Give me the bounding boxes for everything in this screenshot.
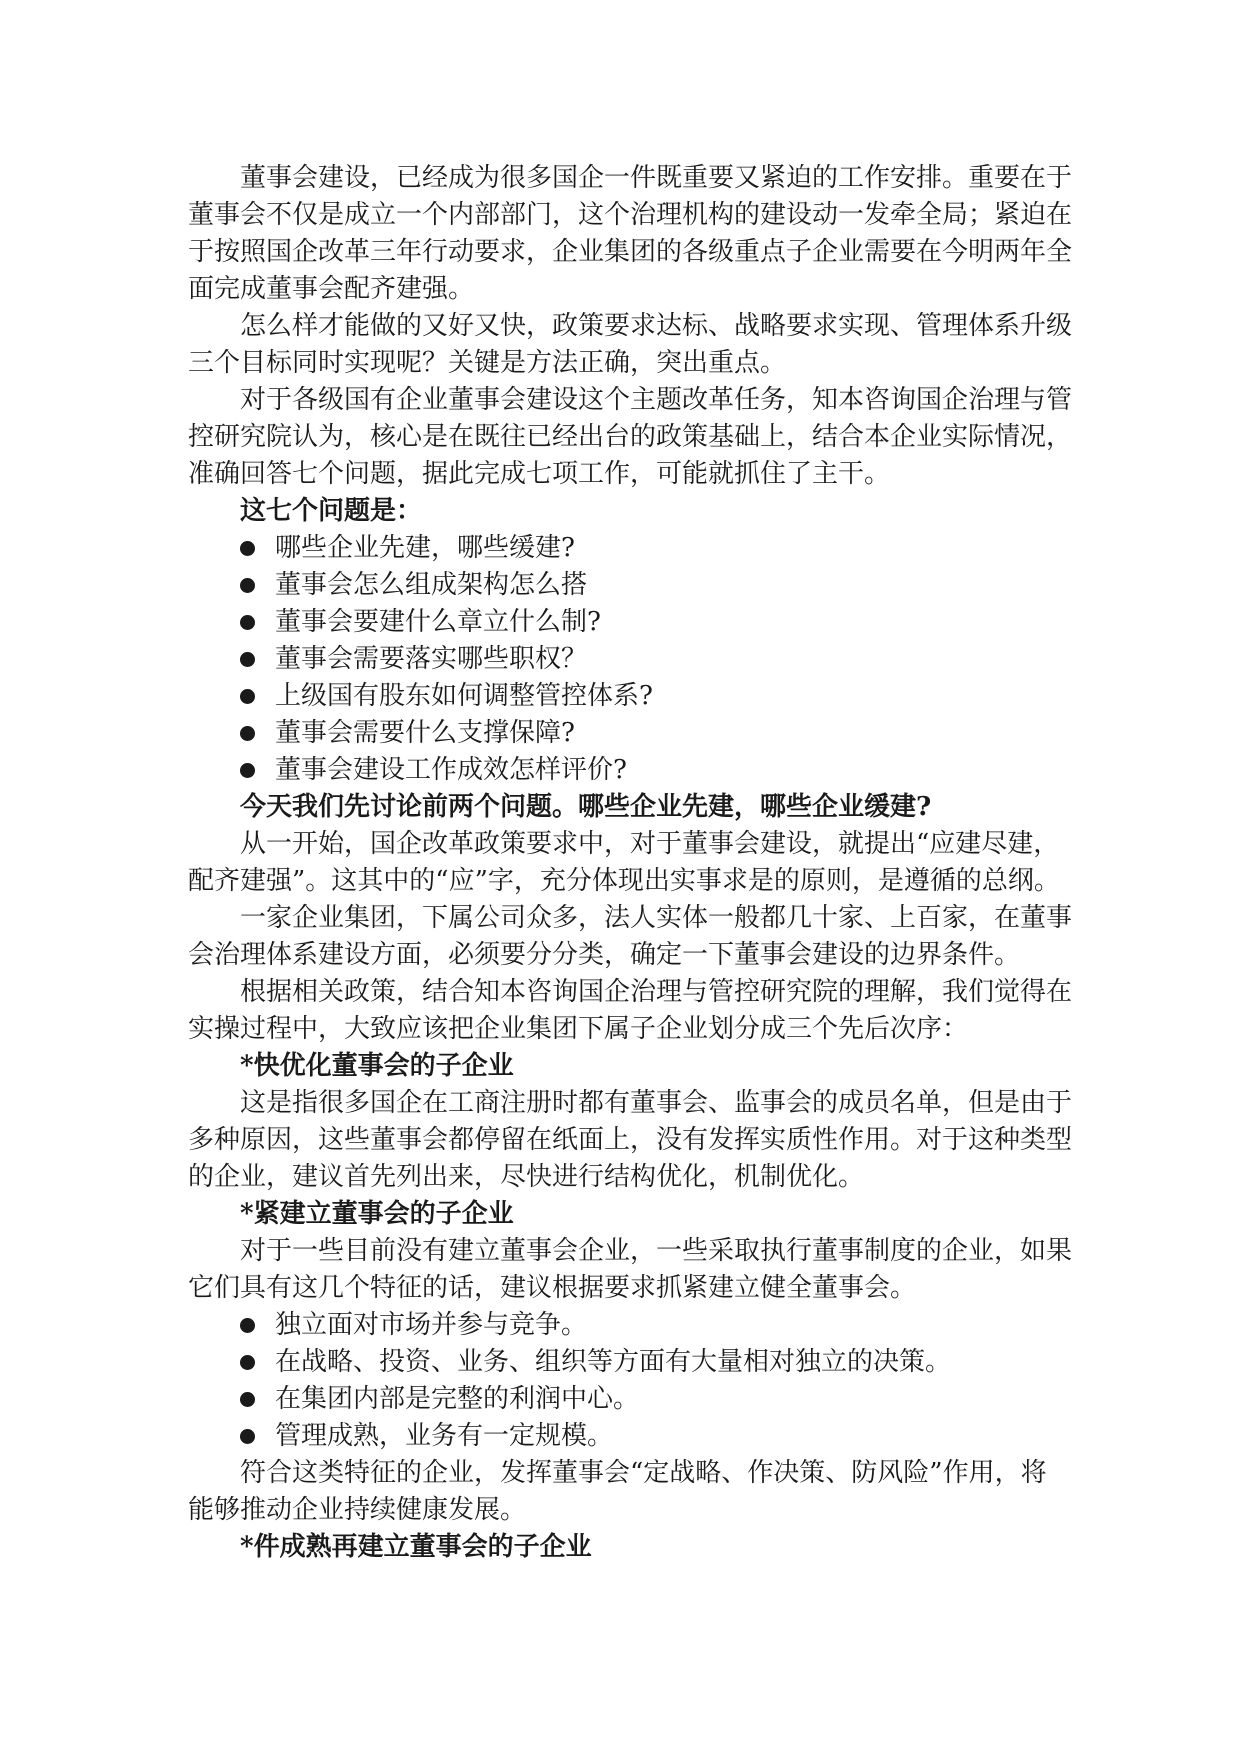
paragraph-7-line-2: 多种原因，这些董事会都停留在纸面上，没有发挥实质性作用。对于这种类型 [188,1125,1073,1155]
list-item [188,1381,1068,1418]
list-item-text: 董事会建设工作成效怎样评价? [275,755,627,785]
list-item-text: 董事会需要什么支撑保障? [275,718,575,748]
bullet-icon [240,652,255,667]
bullet-icon [240,1318,255,1333]
list-item-text: 在集团内部是完整的利润中心。 [275,1384,640,1414]
list-item [188,1344,1068,1381]
list-item [188,715,1068,752]
paragraph-9-line-1: 符合这类特征的企业，发挥董事会“定战略、作决策、防风险”作用，将 [240,1458,1047,1488]
paragraph-5-line-1: 一家企业集团，下属公司众多，法人实体一般都几十家、上百家，在董事 [240,903,1073,933]
paragraph-2-line-1: 怎么样才能做的又好又快，政策要求达标、战略要求实现、管理体系升级 [240,311,1073,341]
paragraph-1-line-1: 董事会建设，已经成为很多国企一件既重要又紧迫的工作安排。重要在于 [240,163,1073,193]
paragraph-4-line-1: 从一开始，国企改革政策要求中，对于董事会建设，就提出“应建尽建， [240,829,1060,859]
bullet-icon [240,689,255,704]
paragraph-9-line-2: 能够推动企业持续健康发展。 [188,1495,527,1525]
section-1-heading: *快优化董事会的子企业 [240,1051,514,1081]
list-item [188,604,1068,641]
paragraph-6-line-2: 实操过程中，大致应该把企业集团下属子企业划分成三个先后次序： [188,1014,969,1044]
paragraph-4-line-2: 配齐建强”。这其中的“应”字，充分体现出实事求是的原则，是遵循的总纲。 [188,866,1060,896]
paragraph-5-line-2: 会治理体系建设方面，必须要分分类，确定一下董事会建设的边界条件。 [188,940,1021,970]
paragraph-8-line-2: 它们具有这几个特征的话，建议根据要求抓紧建立健全董事会。 [188,1273,917,1303]
list-item-text: 管理成熟，业务有一定规模。 [275,1421,614,1451]
list-item [188,530,1068,567]
list-item-text: 上级国有股东如何调整管控体系? [275,681,653,711]
paragraph-1-line-2: 董事会不仅是成立一个内部部门，这个治理机构的建设动一发牵全局；紧迫在 [188,200,1073,230]
document-body [188,160,1073,1566]
bullet-icon [240,541,255,556]
list-item-text: 在战略、投资、业务、组织等方面有大量相对独立的决策。 [275,1347,952,1377]
list-item-text: 独立面对市场并参与竞争。 [275,1310,588,1340]
list-item-text: 董事会需要落实哪些职权？ [275,644,588,674]
paragraph-2-line-2: 三个目标同时实现呢？关键是方法正确，突出重点。 [188,348,787,378]
list-item [188,752,1068,789]
bullet-icon [240,615,255,630]
list-item-text: 哪些企业先建，哪些缓建? [275,533,575,563]
paragraph-3-line-1: 对于各级国有企业董事会建设这个主题改革任务，知本咨询国企治理与管 [240,385,1073,415]
paragraph-1-line-3: 于按照国企改革三年行动要求，企业集团的各级重点子企业需要在今明两年全 [188,237,1073,267]
list-item-text: 董事会怎么组成架构怎么搭 [275,570,588,600]
bullet-icon [240,1355,255,1370]
today-heading: 今天我们先讨论前两个问题。哪些企业先建，哪些企业缓建? [240,792,932,822]
bullet-icon [240,1429,255,1444]
paragraph-3-line-3: 准确回答七个问题，据此完成七项工作，可能就抓住了主干。 [188,459,891,489]
bullet-icon [240,763,255,778]
list-item-text: 董事会要建什么章立什么制? [275,607,601,637]
list-item [188,1418,1068,1455]
list-item [188,678,1068,715]
paragraph-1-line-4: 面完成董事会配齐建强。 [188,274,475,304]
bullet-icon [240,578,255,593]
paragraph-7-line-1: 这是指很多国企在工商注册时都有董事会、监事会的成员名单，但是由于 [240,1088,1073,1118]
paragraph-3-line-2: 控研究院认为，核心是在既往已经出台的政策基础上，结合本企业实际情况， [188,422,1073,452]
paragraph-6-line-1: 根据相关政策，结合知本咨询国企治理与管控研究院的理解，我们觉得在 [240,977,1073,1007]
paragraph-8-line-1: 对于一些目前没有建立董事会企业，一些采取执行董事制度的企业，如果 [240,1236,1073,1266]
list-item [188,567,1068,604]
list-item [188,641,1068,678]
section-2-heading: *紧建立董事会的子企业 [240,1199,514,1229]
questions-heading: 这七个问题是： [240,496,423,526]
section-3-heading: *件成熟再建立董事会的子企业 [240,1532,592,1562]
list-item [188,1307,1068,1344]
bullet-icon [240,1392,255,1407]
bullet-icon [240,726,255,741]
paragraph-7-line-3: 的企业，建议首先列出来，尽快进行结构优化，机制优化。 [188,1162,865,1192]
